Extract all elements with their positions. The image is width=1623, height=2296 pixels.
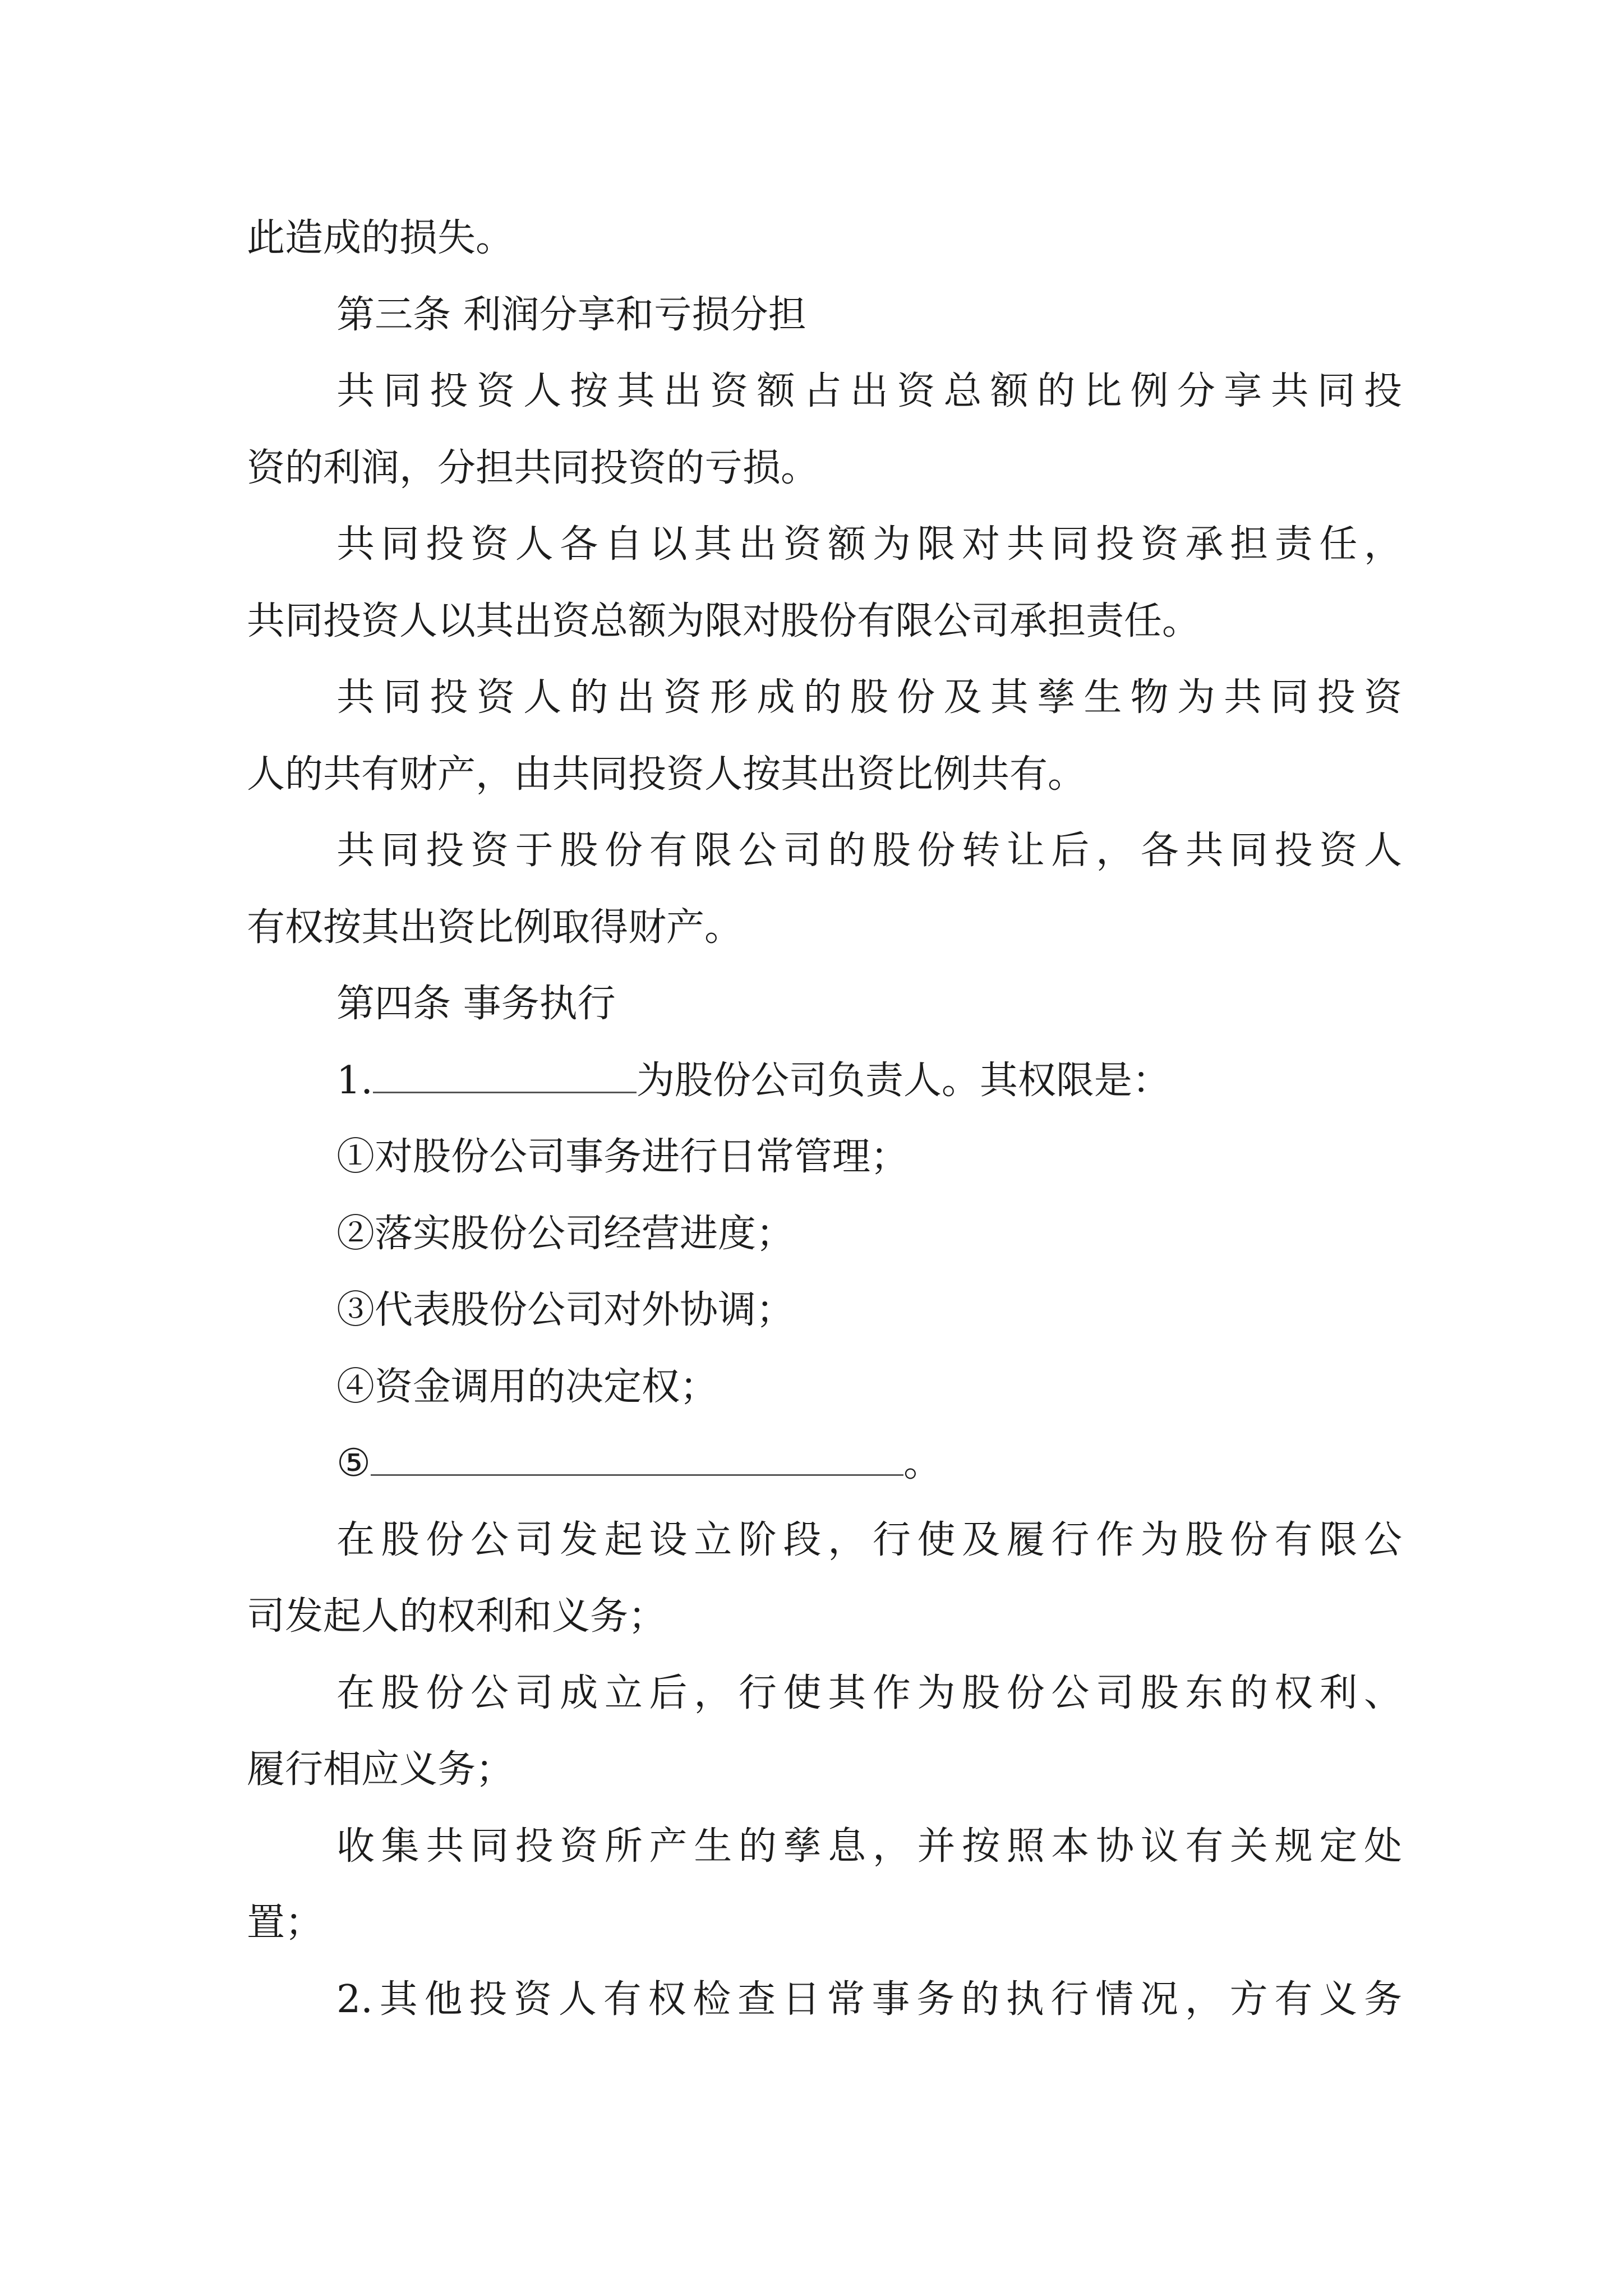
item-number: ⑤	[336, 1441, 371, 1485]
text-line: 此造成的损失。	[247, 216, 514, 260]
text-line: 共同投资人以其出资总额为限对股份有限公司承担责任。	[247, 599, 1201, 643]
text-line: 司发起人的权利和义务；	[247, 1594, 667, 1639]
list-item: ②落实股份公司经营进度；	[336, 1211, 795, 1256]
text-line: 共同投资人按其出资额占出资总额的比例分享共同投	[336, 369, 1402, 413]
text-line: 收集共同投资所产生的孳息，并按照本协议有关规定处	[336, 1824, 1402, 1869]
list-item: ③代表股份公司对外协调；	[336, 1288, 795, 1332]
text-line: 共同投资人的出资形成的股份及其孳生物为共同投资	[336, 675, 1402, 720]
text-line: 在股份公司成立后，行使其作为股份公司股东的权利、	[336, 1671, 1402, 1715]
text-line: 共同投资人各自以其出资额为限对共同投资承担责任，	[336, 522, 1402, 567]
fill-in-blank[interactable]	[373, 1057, 637, 1093]
list-item: ④资金调用的决定权；	[336, 1364, 718, 1409]
text-line: 有权按其出资比例取得财产。	[247, 905, 743, 950]
text-line: 履行相应义务；	[247, 1747, 514, 1792]
fill-in-blank[interactable]	[371, 1439, 903, 1476]
list-item	[247, 1425, 1402, 1502]
text-fragment: 为股份公司负责人。其权限是：	[636, 1058, 1170, 1103]
text-line: 在股份公司发起设立阶段，行使及履行作为股份有限公	[336, 1517, 1402, 1562]
list-item: ①对股份公司事务进行日常管理；	[336, 1135, 909, 1179]
text-line: 2.其他投资人有权检查日常事务的执行情况，方有义务	[336, 1977, 1402, 2022]
text-fragment: 。	[903, 1441, 942, 1485]
text-line	[247, 1043, 1402, 1120]
article-heading: 第四条 事务执行	[336, 982, 616, 1026]
document-body	[247, 200, 1402, 2038]
item-number: 1.	[336, 1058, 373, 1103]
text-line: 置；	[247, 1901, 324, 1945]
text-line: 共同投资于股份有限公司的股份转让后，各共同投资人	[336, 829, 1402, 873]
text-line: 人的共有财产，由共同投资人按其出资比例共有。	[247, 752, 1086, 797]
article-heading: 第三条 利润分享和亏损分担	[336, 292, 806, 337]
text-line: 资的利润，分担共同投资的亏损。	[247, 445, 819, 490]
